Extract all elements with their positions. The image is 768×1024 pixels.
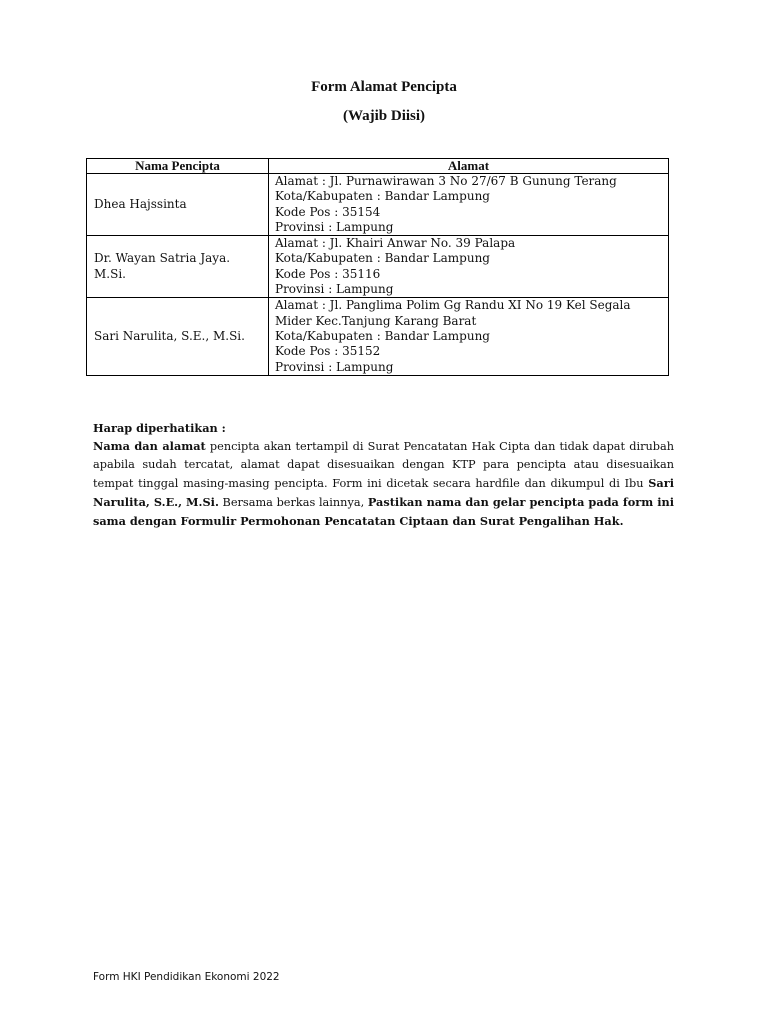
table-row bbox=[87, 174, 669, 236]
address-line: Mider Kec.Tanjung Karang Barat bbox=[275, 313, 477, 328]
notice-bold-instruction: Pastikan nama dan gelar pencipta pada form ini sama dengan Formulir Permohonan Pencatatan Ciptaan dan Surat Pengalihan Hak. bbox=[93, 495, 674, 528]
table-header-row bbox=[87, 159, 669, 174]
notice-heading: Harap diperhatikan : bbox=[93, 421, 226, 435]
page-subtitle: (Wajib Diisi) bbox=[342, 108, 426, 124]
address-line: Kota/Kabupaten : Bandar Lampung bbox=[275, 328, 490, 343]
author-address-table bbox=[86, 158, 669, 376]
author-address-cell bbox=[269, 174, 669, 236]
address-line: Provinsi : Lampung bbox=[275, 282, 394, 297]
notice-text-continued: Bersama berkas lainnya, bbox=[218, 496, 368, 509]
author-address-cell bbox=[269, 298, 669, 375]
table-row bbox=[87, 298, 669, 375]
author-name-line: Sari Narulita, S.E., M.Si. bbox=[94, 328, 245, 343]
address-line: Provinsi : Lampung bbox=[275, 219, 394, 234]
address-line: Kode Pos : 35116 bbox=[275, 266, 381, 281]
author-name-line: M.Si. bbox=[94, 266, 126, 281]
header-alamat: Alamat bbox=[269, 159, 669, 174]
header-nama-pencipta: Nama Pencipta bbox=[87, 159, 269, 174]
address-line: Kode Pos : 35152 bbox=[275, 344, 381, 359]
page-title: Form Alamat Pencipta bbox=[311, 79, 457, 95]
notice-text: pencipta akan tertampil di Surat Pencatatan Hak Cipta dan tidak dapat dirubah apabila sudah tercatat, alamat dapat disesuaikan dengan KTP para pencipta atau disesuaikan tempat tinggal masing-masing pencipta. Form ini dicetak secara hardfile dan dikumpul di Ibu bbox=[93, 440, 674, 490]
page-footer: Form HKI Pendidikan Ekonomi 2022 bbox=[93, 971, 280, 983]
author-name-line: Dhea Hajssinta bbox=[94, 196, 187, 211]
notice-contact-person: Sari Narulita, S.E., M.Si. bbox=[93, 476, 674, 509]
address-line: Alamat : Jl. Purnawirawan 3 No 27/67 B Gunung Terang bbox=[275, 174, 617, 188]
address-line: Kota/Kabupaten : Bandar Lampung bbox=[275, 189, 490, 204]
address-line: Alamat : Jl. Panglima Polim Gg Randu XI No 19 Kel Segala bbox=[275, 298, 631, 313]
address-line: Kota/Kabupaten : Bandar Lampung bbox=[275, 251, 490, 266]
author-name-cell bbox=[87, 174, 269, 236]
address-line: Provinsi : Lampung bbox=[275, 359, 394, 374]
address-line: Alamat : Jl. Khairi Anwar No. 39 Palapa bbox=[275, 236, 516, 251]
author-name-cell bbox=[87, 236, 269, 298]
address-line: Kode Pos : 35154 bbox=[275, 204, 381, 219]
author-name-line: Dr. Wayan Satria Jaya. bbox=[94, 251, 231, 266]
table-row bbox=[87, 236, 669, 298]
notice-bold-lead: Nama dan alamat bbox=[93, 439, 206, 453]
notice-paragraph bbox=[93, 437, 674, 531]
notice-section bbox=[93, 419, 674, 531]
author-address-cell bbox=[269, 236, 669, 298]
author-name-cell bbox=[87, 298, 269, 375]
